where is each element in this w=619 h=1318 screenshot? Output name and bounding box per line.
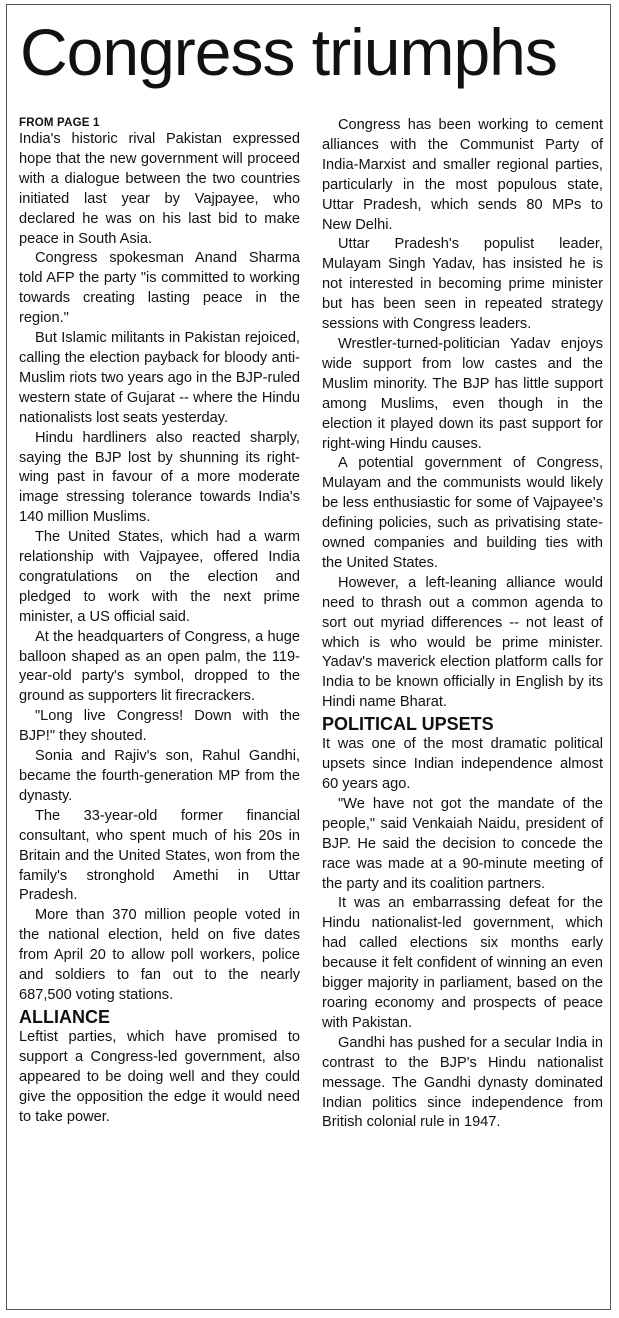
paragraph: Leftist parties, which have promised to support a Congress-led government, also appeared to be doing well and they could give the opposition the edge it would need to take power. — [19, 1028, 300, 1125]
paragraph: At the headquarters of Congress, a huge balloon shaped as an open palm, the 119-year-old party's symbol, dropped to the ground as supporters lit firecrackers. — [19, 628, 300, 705]
paragraph: Hindu hardliners also reacted sharply, saying the BJP lost by shunning its right-wing past in favour of a more moderate image stressing tolerance towards India's 140 million Muslims. — [19, 429, 300, 526]
right-column — [322, 116, 603, 1133]
paragraph: It was one of the most dramatic political upsets since Indian independence almost 60 years ago. — [322, 736, 603, 792]
paragraph: However, a left-leaning alliance would need to thrash out a common agenda to sort out myriad differences -- not least of which is who would be prime minister. Yadav's maverick election platform calls for India to be known officially in English by its Hindi name Bharat. — [322, 574, 603, 711]
headline: Congress triumphs — [20, 15, 557, 89]
paragraph: Congress spokesman Anand Sharma told AFP the party "is committed to working towards creating lasting peace in the region." — [19, 250, 300, 327]
paragraph: More than 370 million people voted in the national election, held on five dates from April 20 to allow poll workers, police and soldiers to fan out to the nearly 687,500 voting stations. — [19, 907, 300, 1003]
paragraph: It was an embarrassing defeat for the Hindu nationalist-led government, which had called elections six months early because it felt confident of winning an even bigger majority in parliament, based on the roaring economy and prospects of peace with Pakistan. — [322, 895, 603, 1031]
right-paragraphs-b — [322, 735, 603, 1133]
paragraph: The 33-year-old former financial consultant, who spent much of his 20s in Britain and the United States, won from the family's stronghold Amethi in Uttar Pradesh. — [19, 807, 300, 904]
left-paragraphs-b — [19, 1028, 300, 1128]
paragraph: A potential government of Congress, Mulayam and the communists would likely be less enthusiastic for some of Vajpayee's defining policies, such as privatising state-owned companies and building ties with the United States. — [322, 455, 603, 571]
kicker: FROM PAGE 1 — [19, 117, 100, 129]
right-paragraphs-a — [322, 116, 603, 713]
left-column — [19, 116, 300, 1127]
left-paragraphs-a — [19, 130, 300, 1006]
paragraph: "We have not got the mandate of the people," said Venkaiah Naidu, president of BJP. He said the decision to concede the race was made at a 90-minute meeting of the party and its coalition partners. — [322, 795, 603, 892]
paragraph: Uttar Pradesh's populist leader, Mulayam Singh Yadav, has insisted he is not interested in becoming prime minister but has been seen in repeated strategy sessions with Congress leaders. — [322, 236, 603, 333]
paragraph: Gandhi has pushed for a secular India in contrast to the BJP's Hindu nationalist message. The Gandhi dynasty dominated Indian politics since independence from British colonial rule in 1947. — [322, 1034, 603, 1131]
paragraph: Congress has been working to cement alliances with the Communist Party of India-Marxist and smaller regional parties, particularly in the most populous state, Uttar Pradesh, which sends 80 MPs to New Delhi. — [322, 117, 603, 233]
paragraph: "Long live Congress! Down with the BJP!" they shouted. — [19, 708, 300, 745]
paragraph: But Islamic militants in Pakistan rejoiced, calling the election payback for bloody anti-Muslim riots two years ago in the BJP-ruled western state of Gujarat -- where the Hindu nationalists lost seats yesterday. — [19, 330, 300, 426]
paragraph: India's historic rival Pakistan expressed hope that the new government will proceed with a dialogue between the two countries initiated last year by Vajpayee, who declared he was on his last bid to make peace in South Asia. — [19, 131, 300, 247]
subhead-alliance: ALLIANCE — [19, 1006, 110, 1027]
paragraph: The United States, which had a warm relationship with Vajpayee, offered India congratulations on the election and pledged to work with the next prime minister, a US official said. — [19, 529, 300, 625]
paragraph: Sonia and Rajiv's son, Rahul Gandhi, became the fourth-generation MP from the dynasty. — [19, 748, 300, 804]
subhead-political-upsets: POLITICAL UPSETS — [322, 714, 494, 735]
paragraph: Wrestler-turned-politician Yadav enjoys wide support from low castes and the Muslim minority. The BJP has little support among Muslims, even though in the election it played down its past support for right-wing Hindu causes. — [322, 335, 603, 452]
